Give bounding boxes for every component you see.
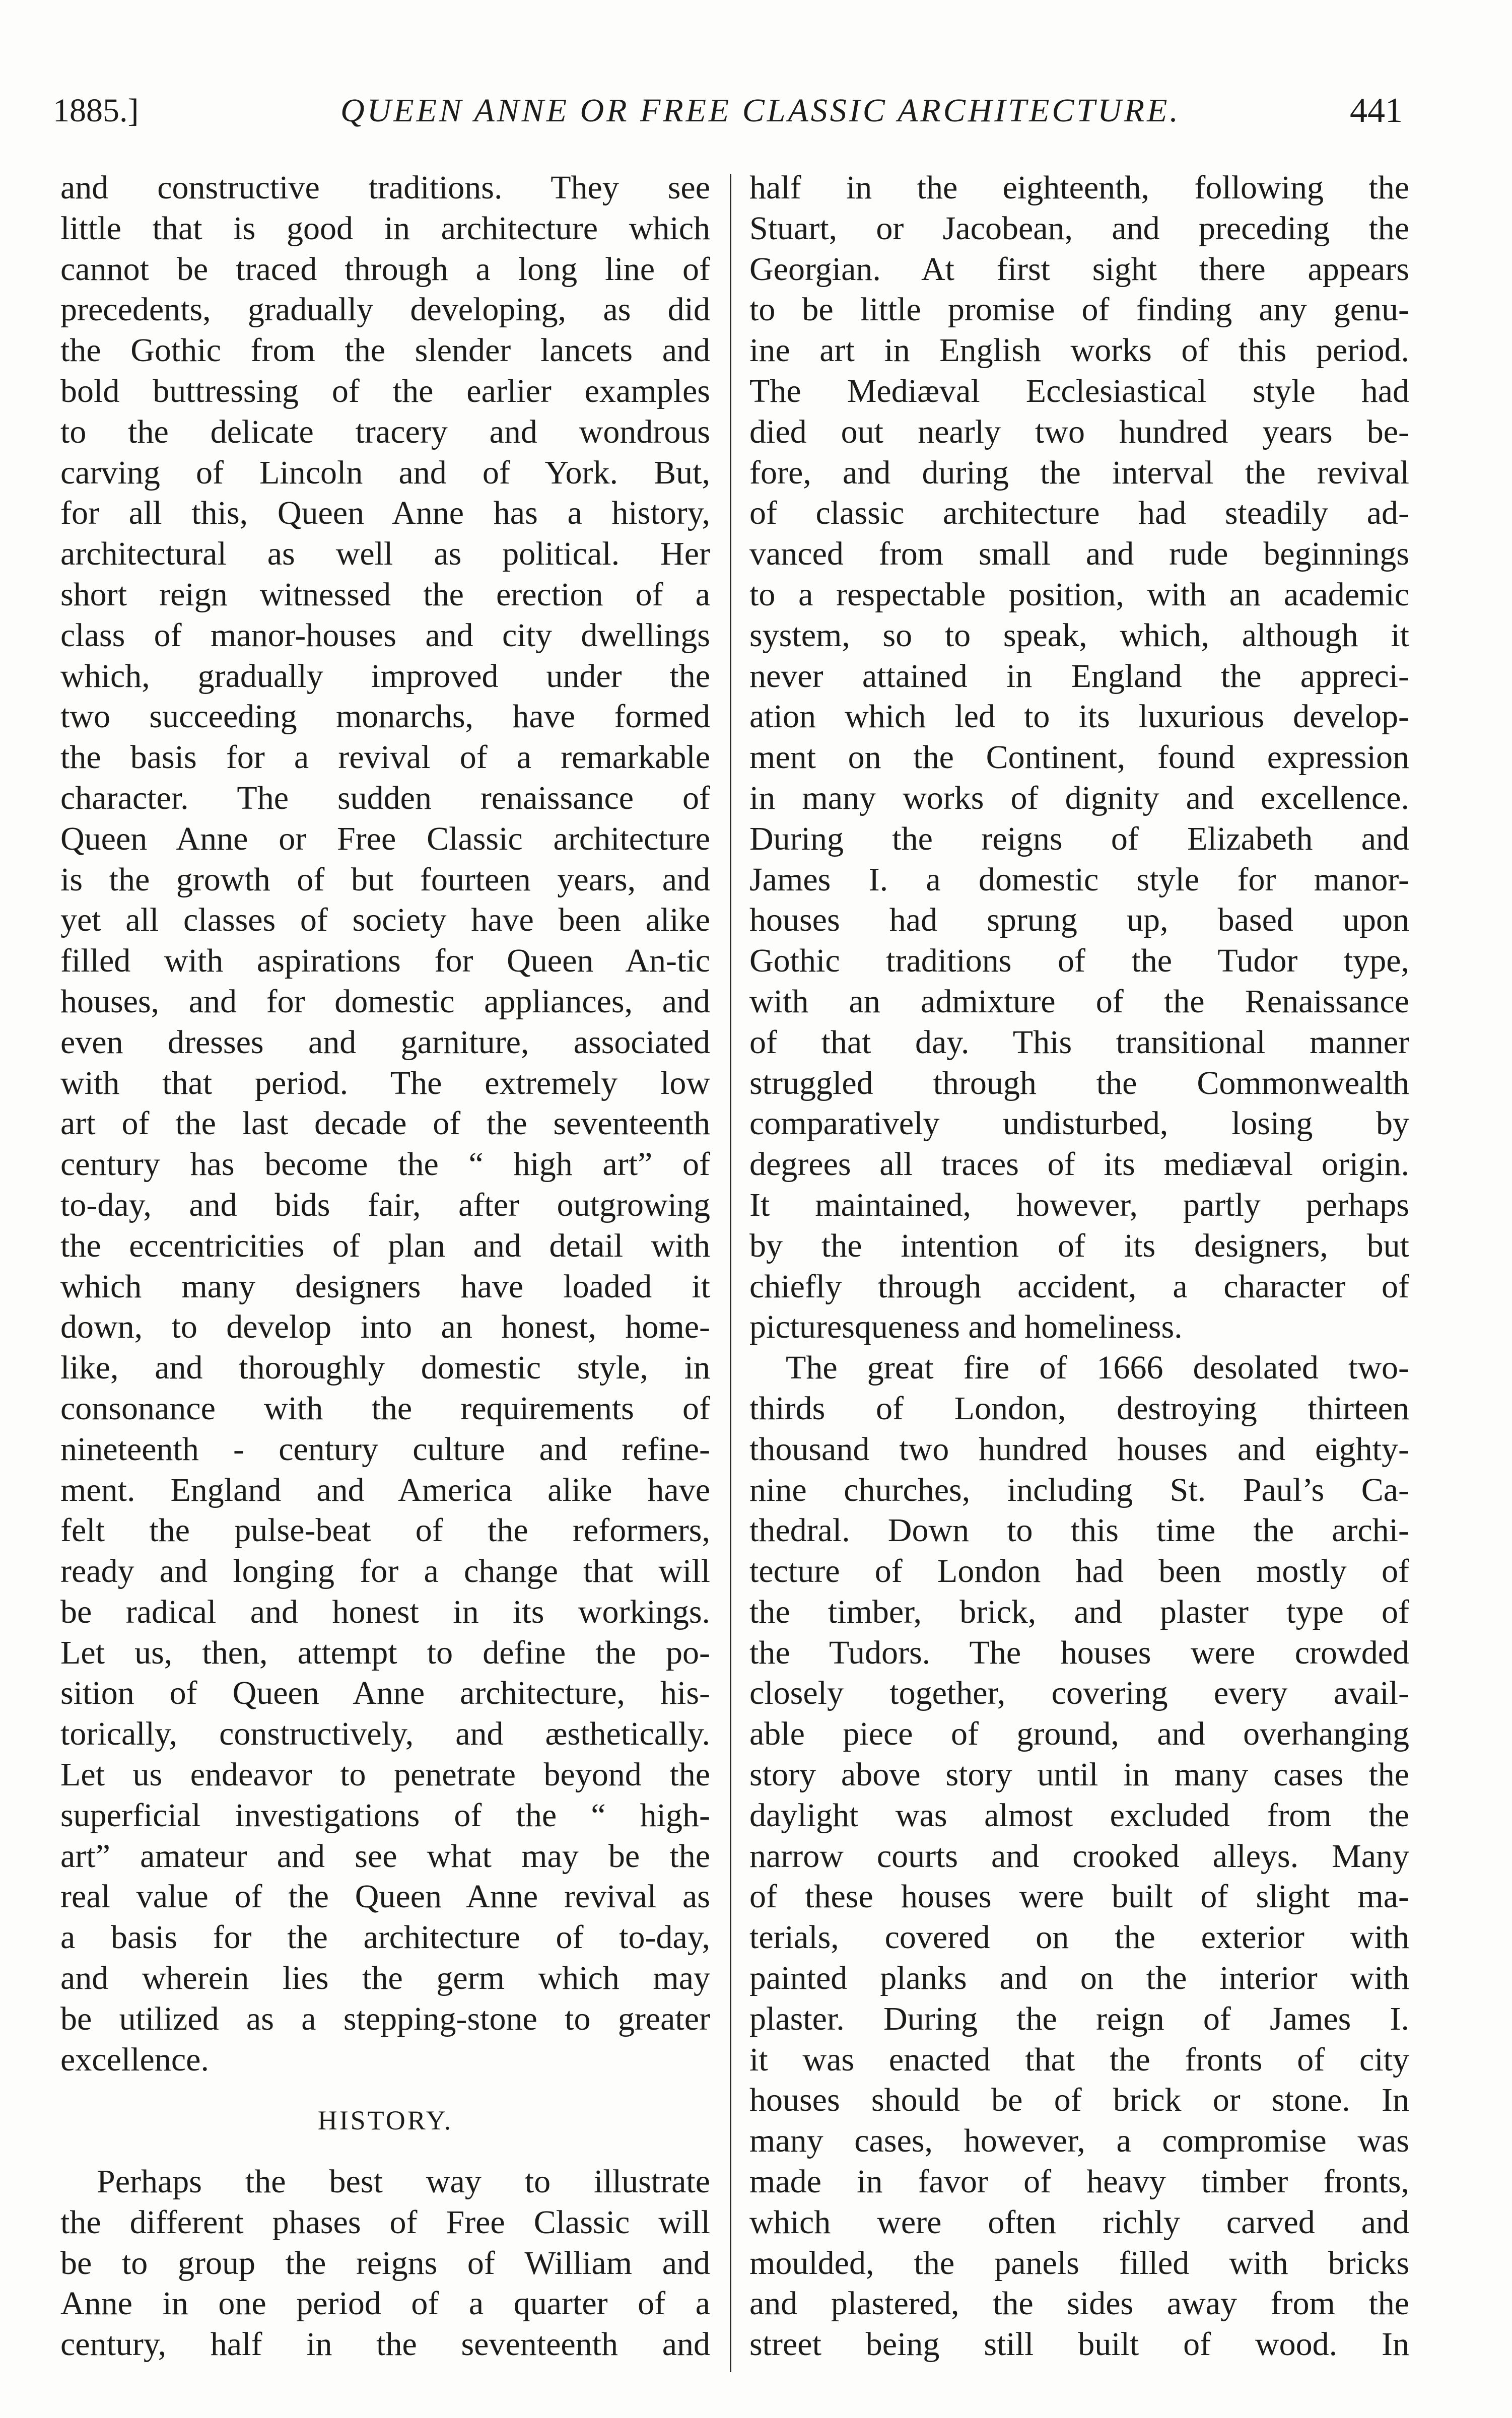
section-heading-history: HISTORY.: [317, 2105, 453, 2136]
text-line: comparatively undisturbed, losing by: [749, 1105, 1409, 1142]
text-line: fore, and during the interval the revival: [749, 454, 1409, 491]
text-line: sition of Queen Anne architecture, his-: [60, 1675, 710, 1712]
text-line: yet all classes of society have been alike: [60, 902, 710, 939]
text-line: by the intention of its designers, but: [749, 1227, 1409, 1264]
paragraph: [749, 168, 1409, 1348]
text-line: be to group the reigns of William and: [60, 2244, 710, 2282]
text-line: even dresses and garniture, associated: [60, 1023, 710, 1061]
text-line: Stuart, or Jacobean, and preceding the: [749, 210, 1409, 247]
text-line: real value of the Queen Anne revival as: [60, 1878, 710, 1915]
text-line: ation which led to its luxurious develop-: [749, 698, 1409, 735]
text-line: the eccentricities of plan and detail with: [60, 1227, 710, 1264]
text-line: which many designers have loaded it: [60, 1268, 710, 1305]
text-line: houses had sprung up, based upon: [749, 902, 1409, 939]
text-line: died out nearly two hundred years be-: [749, 413, 1409, 450]
text-line: the Gothic from the slender lancets and: [60, 332, 710, 369]
text-line: ment. England and America alike have: [60, 1471, 710, 1508]
text-line: be radical and honest in its workings.: [60, 1593, 710, 1630]
text-line: narrow courts and crooked alleys. Many: [749, 1837, 1409, 1875]
text-line: thirds of London, destroying thirteen: [749, 1390, 1409, 1427]
text-line: century, half in the seventeenth and: [60, 2326, 710, 2363]
left-column: [60, 168, 710, 2365]
text-line: class of manor-houses and city dwellings: [60, 616, 710, 654]
text-line: ment on the Continent, found expression: [749, 739, 1409, 776]
text-line: and constructive traditions. They see: [60, 169, 710, 206]
text-line: degrees all traces of its mediæval origin.: [749, 1146, 1409, 1183]
text-line: houses should be of brick or stone. In: [749, 2082, 1409, 2119]
text-line: James I. a domestic style for manor-: [749, 861, 1409, 898]
text-line: houses, and for domestic appliances, and: [60, 983, 710, 1020]
text-line: thousand two hundred houses and eighty-: [749, 1430, 1409, 1468]
text-line: like, and thoroughly domestic style, in: [60, 1349, 710, 1387]
header-title: QUEEN ANNE OR FREE CLASSIC ARCHITECTURE.: [340, 92, 1181, 129]
text-line: carving of Lincoln and of York. But,: [60, 454, 710, 491]
text-line: Let us endeavor to penetrate beyond the: [60, 1756, 710, 1793]
text-line: made in favor of heavy timber fronts,: [749, 2163, 1409, 2200]
text-line: character. The sudden renaissance of: [60, 779, 710, 816]
text-line: struggled through the Commonwealth: [749, 1064, 1409, 1101]
text-line: for all this, Queen Anne has a history,: [60, 495, 710, 532]
paragraph: [60, 2162, 710, 2365]
text-line: never attained in England the appreci-: [749, 657, 1409, 695]
text-line: to be little promise of finding any genu-: [749, 291, 1409, 328]
text-line: which were often richly carved and: [749, 2203, 1409, 2241]
text-line: of that day. This transitional manner: [749, 1023, 1409, 1061]
text-line: picturesqueness and homeliness.: [749, 1308, 1183, 1346]
text-line: art” amateur and see what may be the: [60, 1837, 710, 1875]
text-line: thedral. Down to this time the archi-: [749, 1512, 1409, 1549]
text-line: half in the eighteenth, following the: [749, 169, 1409, 206]
paragraph: [749, 1348, 1409, 2365]
text-line: little that is good in architecture which: [60, 210, 710, 247]
text-line: the Tudors. The houses were crowded: [749, 1634, 1409, 1671]
text-line: Georgian. At first sight there appears: [749, 250, 1409, 288]
text-line: Gothic traditions of the Tudor type,: [749, 942, 1409, 980]
header-year: 1885.]: [53, 92, 139, 129]
text-line: system, so to speak, which, although it: [749, 616, 1409, 654]
text-line: of these houses were built of slight ma-: [749, 1878, 1409, 1915]
text-line: is the growth of but fourteen years, and: [60, 861, 710, 898]
text-line: short reign witnessed the erection of a: [60, 576, 710, 613]
text-line: and plastered, the sides away from the: [749, 2285, 1409, 2322]
text-line: which, gradually improved under the: [60, 657, 710, 695]
page-number: 441: [1350, 91, 1403, 130]
text-line: many cases, however, a compromise was: [749, 2122, 1409, 2160]
text-line: The Mediæval Ecclesiastical style had: [749, 372, 1409, 409]
text-line: ine art in English works of this period.: [749, 332, 1409, 369]
text-line: nine churches, including St. Paul’s Ca-: [749, 1471, 1409, 1508]
text-line: Perhaps the best way to illustrate: [97, 2163, 710, 2200]
text-line: story above story until in many cases the: [749, 1756, 1409, 1793]
paragraph: [60, 168, 710, 2080]
text-line: closely together, covering every avail-: [749, 1675, 1409, 1712]
text-line: During the reigns of Elizabeth and: [749, 820, 1409, 857]
text-line: The great fire of 1666 desolated two-: [786, 1349, 1409, 1387]
text-line: to a respectable position, with an academic: [749, 576, 1409, 613]
text-line: nineteenth - century culture and refine-: [60, 1430, 710, 1468]
text-line: to-day, and bids fair, after outgrowing: [60, 1186, 710, 1223]
text-line: the basis for a revival of a remarkable: [60, 739, 710, 776]
text-line: torically, constructively, and æsthetically.: [60, 1715, 710, 1753]
text-line: street being still built of wood. In: [749, 2326, 1409, 2363]
text-line: the timber, brick, and plaster type of: [749, 1593, 1409, 1630]
text-line: down, to develop into an honest, home-: [60, 1308, 710, 1346]
text-line: of classic architecture had steadily ad-: [749, 495, 1409, 532]
text-line: be utilized as a stepping-stone to greater: [60, 2000, 710, 2037]
text-line: precedents, gradually developing, as did: [60, 291, 710, 328]
text-line: daylight was almost excluded from the: [749, 1797, 1409, 1834]
text-line: consonance with the requirements of: [60, 1390, 710, 1427]
text-line: superficial investigations of the “ high-: [60, 1797, 710, 1834]
right-column: [749, 168, 1409, 2365]
text-line: ready and longing for a change that will: [60, 1553, 710, 1590]
text-line: art of the last decade of the seventeenth: [60, 1105, 710, 1142]
text-line: moulded, the panels filled with bricks: [749, 2244, 1409, 2282]
text-line: Let us, then, attempt to define the po-: [60, 1634, 710, 1671]
text-line: architectural as well as political. Her: [60, 535, 710, 573]
text-line: Anne in one period of a quarter of a: [60, 2285, 710, 2322]
text-line: with an admixture of the Renaissance: [749, 983, 1409, 1020]
text-line: Queen Anne or Free Classic architecture: [60, 820, 710, 857]
text-line: a basis for the architecture of to-day,: [60, 1919, 710, 1956]
running-head: [53, 86, 1413, 136]
text-line: century has become the “ high art” of: [60, 1146, 710, 1183]
text-line: bold buttressing of the earlier examples: [60, 372, 710, 409]
text-line: vanced from small and rude beginnings: [749, 535, 1409, 573]
text-line: to the delicate tracery and wondrous: [60, 413, 710, 450]
text-line: chiefly through accident, a character of: [749, 1268, 1409, 1305]
text-line: the different phases of Free Classic will: [60, 2203, 710, 2241]
text-line: it was enacted that the fronts of city: [749, 2041, 1409, 2078]
text-line: filled with aspirations for Queen An-tic: [60, 942, 710, 980]
text-line: with that period. The extremely low: [60, 1064, 710, 1101]
text-line: two succeeding monarchs, have formed: [60, 698, 710, 735]
text-line: and wherein lies the germ which may: [60, 1960, 710, 1997]
text-line: plaster. During the reign of James I.: [749, 2000, 1409, 2037]
text-line: terials, covered on the exterior with: [749, 1919, 1409, 1956]
text-line: able piece of ground, and overhanging: [749, 1715, 1409, 1753]
text-line: It maintained, however, partly perhaps: [749, 1186, 1409, 1223]
text-line: excellence.: [60, 2041, 209, 2078]
text-line: in many works of dignity and excellence.: [749, 779, 1409, 816]
text-line: cannot be traced through a long line of: [60, 250, 710, 288]
text-line: tecture of London had been mostly of: [749, 1553, 1409, 1590]
text-line: felt the pulse-beat of the reformers,: [60, 1512, 710, 1549]
column-divider: [730, 174, 731, 2372]
text-line: painted planks and on the interior with: [749, 1960, 1409, 1997]
